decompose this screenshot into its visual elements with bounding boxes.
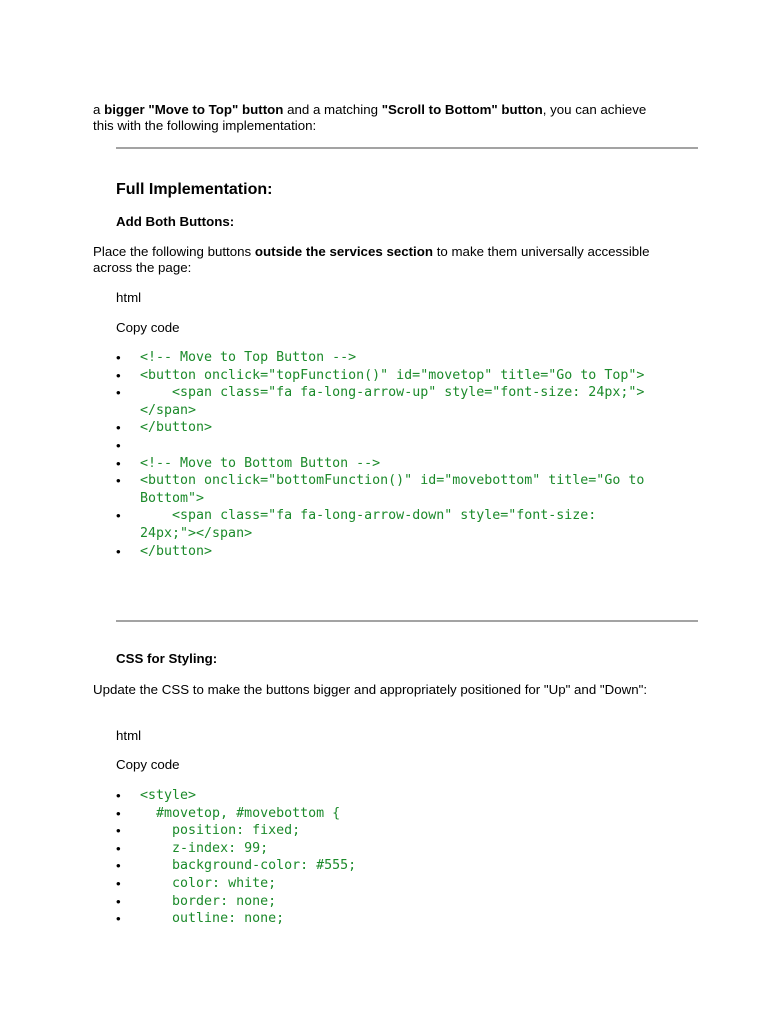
divider [116,147,698,149]
code-text: #movetop, #movebottom { [140,805,341,821]
code-line [116,384,656,419]
intro-bold-scroll-to-bottom: "Scroll to Bottom" button [381,102,543,117]
code-language-label: html [116,728,142,743]
copy-code-button[interactable]: Copy code [116,757,180,772]
intro-text: , you can achieve this with the following implementation: [93,102,647,133]
code-line [116,857,656,875]
bullet-icon: • [116,875,121,891]
code-line [116,437,656,455]
intro-text: a [93,102,105,117]
code-text: <span class="fa fa-long-arrow-up" style="font-size: 24px;"></span> [140,385,645,418]
bullet-icon: • [116,823,121,839]
code-line [116,472,656,507]
bullet-icon: • [116,473,121,489]
code-line [116,805,656,823]
paragraph-text: Place the following buttons [93,244,255,259]
code-text: <span class="fa fa-long-arrow-down" style="font-size: 24px;"></span> [140,508,605,541]
code-list [116,787,656,928]
code-text: z-index: 99; [140,840,269,856]
code-line [116,910,656,928]
code-line [116,787,656,805]
code-line [116,875,656,893]
code-text: </button> [140,543,213,559]
intro-text: and a matching [283,102,382,117]
code-text: position: fixed; [140,823,301,839]
paragraph-text: to make them universally accessible across the page: [93,244,650,275]
code-line [116,543,656,561]
code-line [116,840,656,858]
code-line [116,455,656,473]
copy-code-button[interactable]: Copy code [116,320,180,335]
code-line [116,349,656,367]
paragraph-bold: outside the services section [254,244,433,259]
intro-bold-move-to-top: bigger "Move to Top" button [104,102,284,117]
bullet-icon: • [116,543,121,559]
bullet-icon: • [116,350,121,365]
code-line [116,893,656,911]
code-text: </button> [140,420,213,436]
section-subtitle: Add Both Buttons: [116,214,235,229]
section-paragraph [93,244,653,276]
bullet-icon: • [116,455,121,471]
code-text: border: none; [140,893,277,909]
bullet-icon: • [116,420,121,436]
section-title: Full Implementation: [116,181,273,198]
code-line [116,822,656,840]
code-text: background-color: #555; [140,858,357,874]
bullet-icon: • [116,911,121,927]
code-language-label: html [116,290,142,305]
section-paragraph: Update the CSS to make the buttons bigger and appropriately positioned for "Up" and "Down": [93,682,648,697]
bullet-icon: • [116,437,121,453]
code-line [116,419,656,437]
code-text: color: white; [140,875,277,891]
bullet-icon: • [116,788,121,803]
code-line [116,367,656,385]
intro-paragraph [93,102,653,134]
code-text: outline: none; [140,911,285,927]
code-text: <button onclick="topFunction()" id="movetop" title="Go to Top"> [140,367,645,383]
bullet-icon: • [116,367,121,383]
code-text: <button onclick="bottomFunction()" id="movebottom" title="Go to Bottom"> [140,473,653,506]
divider [116,620,698,622]
code-text: <!-- Move to Top Button --> [140,350,357,365]
bullet-icon: • [116,858,121,874]
code-line [116,507,656,542]
section-subtitle: CSS for Styling: [116,651,218,666]
bullet-icon: • [116,840,121,856]
bullet-icon: • [116,508,121,524]
code-text: <!-- Move to Bottom Button --> [140,455,381,471]
bullet-icon: • [116,385,121,401]
code-text: <style> [140,788,197,803]
bullet-icon: • [116,805,121,821]
bullet-icon: • [116,893,121,909]
code-list [116,349,656,560]
